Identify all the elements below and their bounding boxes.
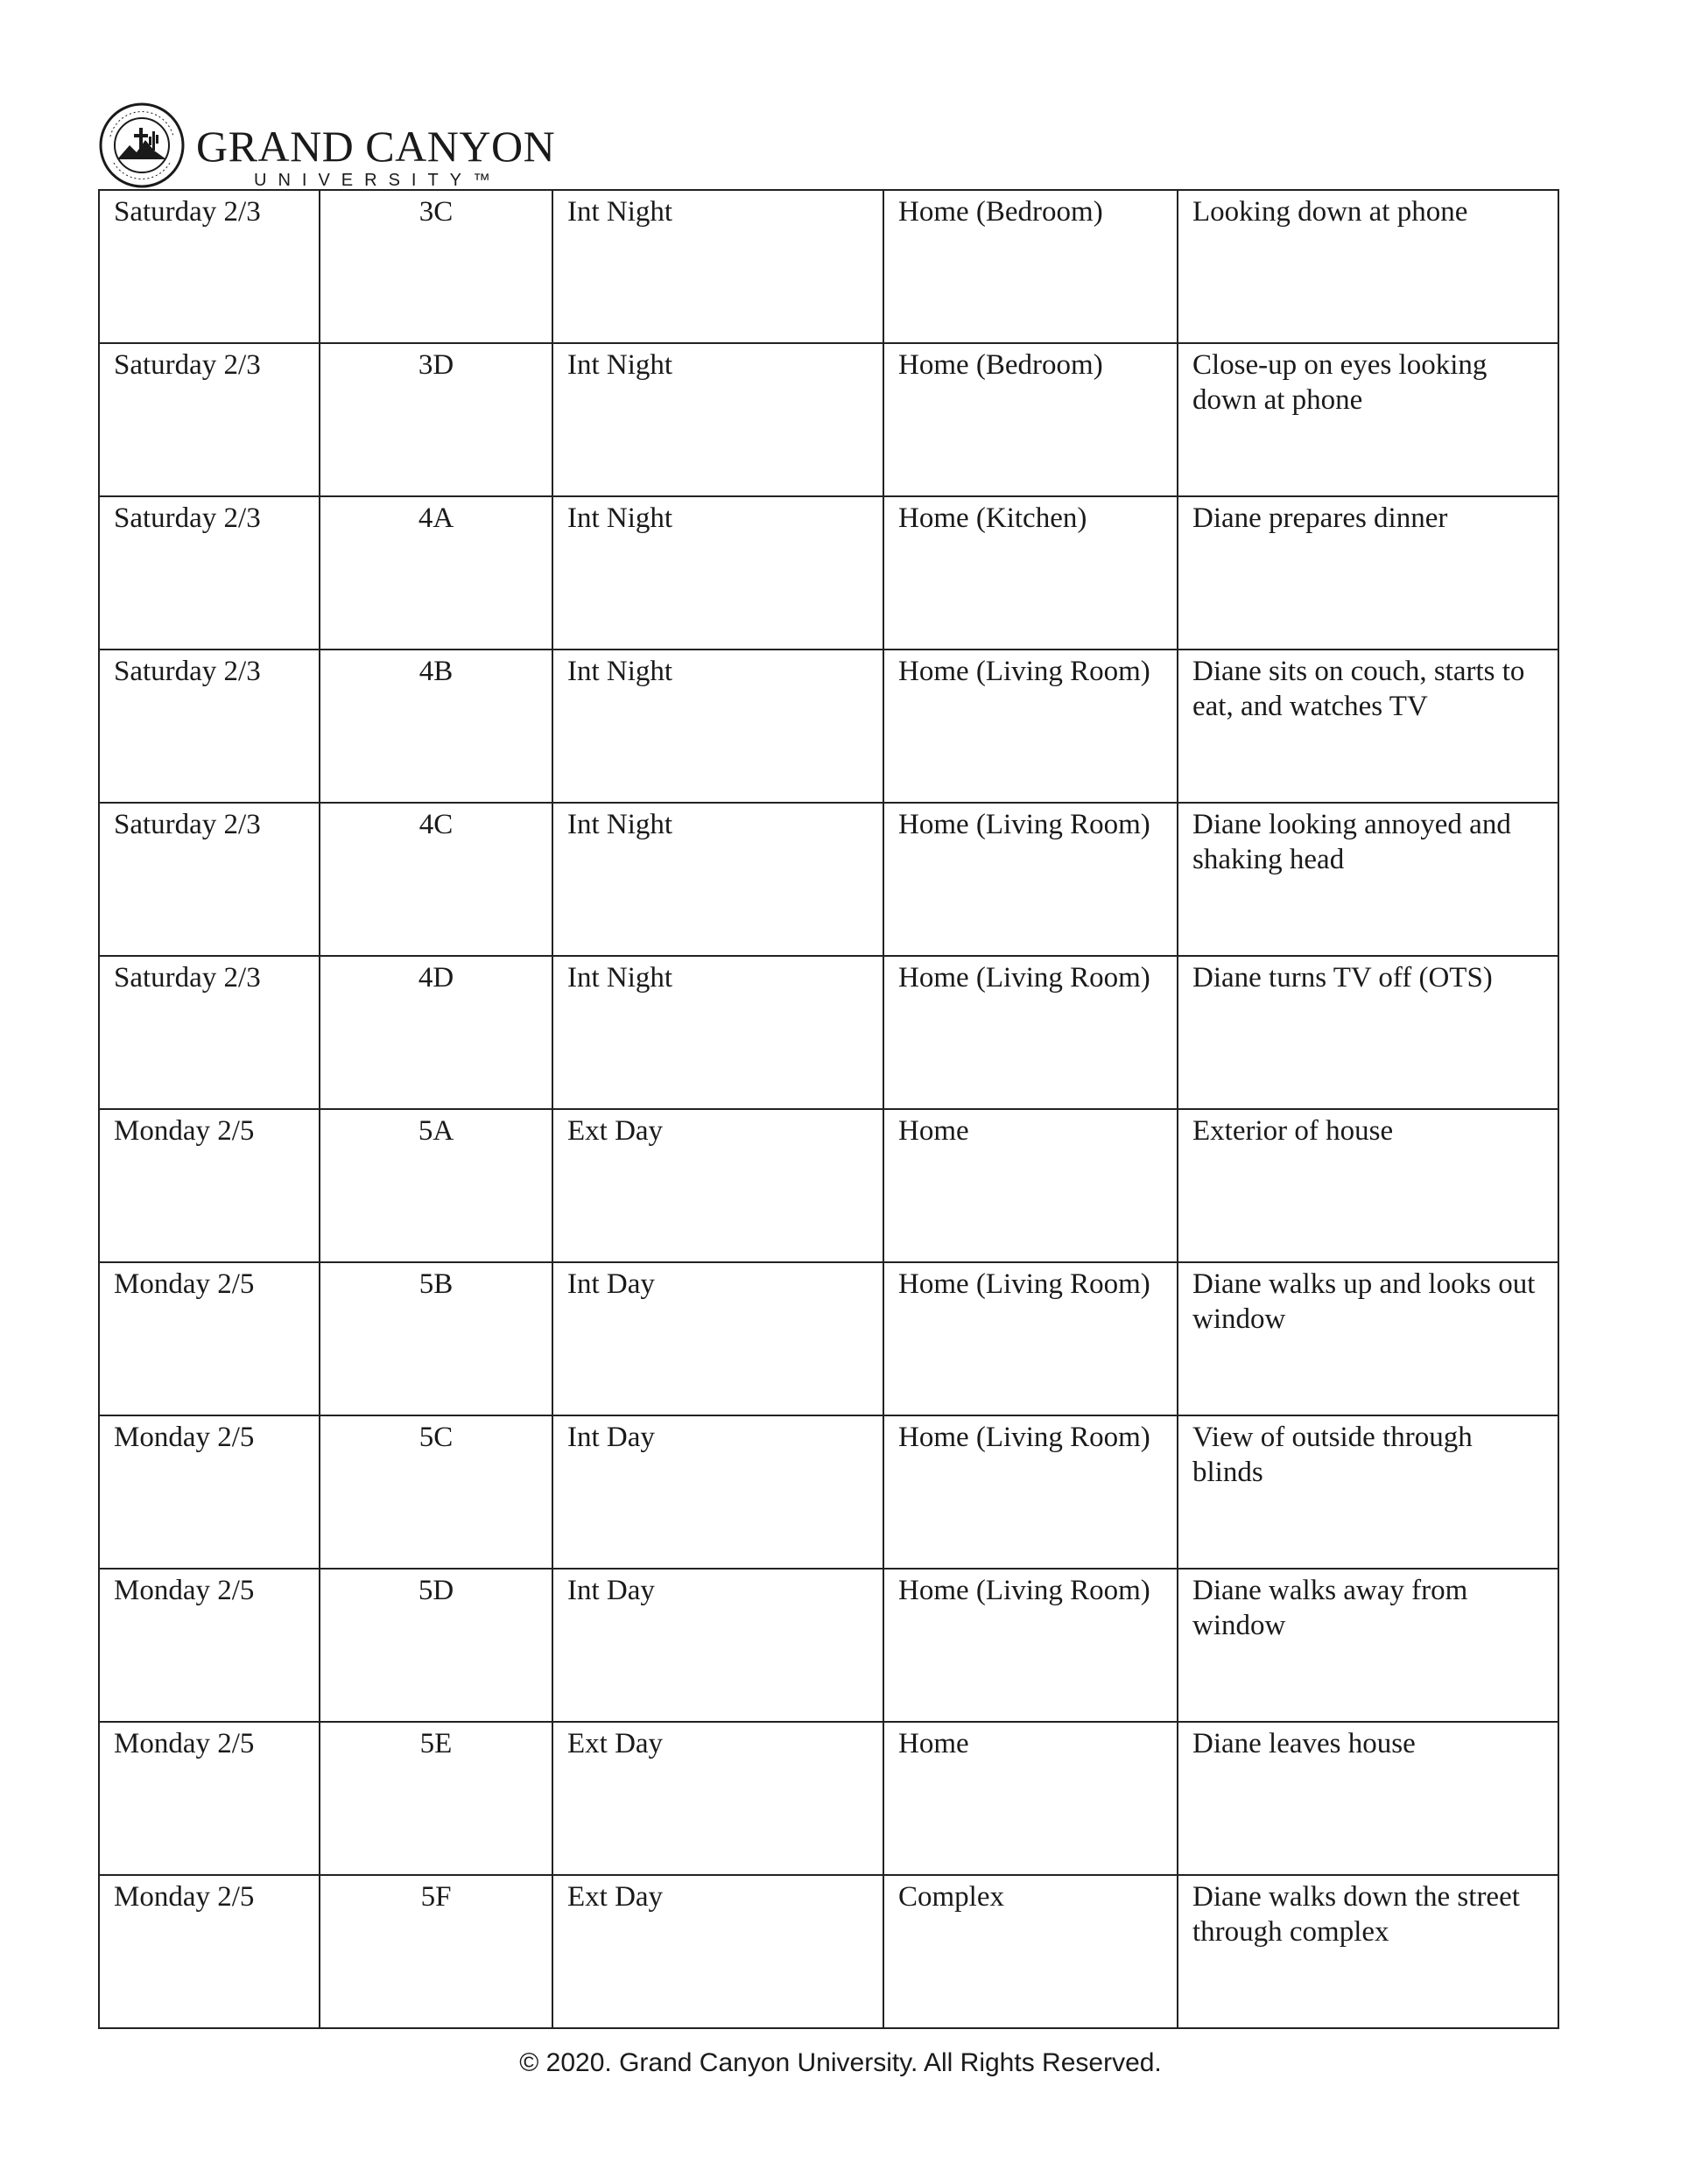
cell-location: Home (Living Room) [883,956,1178,1109]
cell-description: Exterior of house [1178,1109,1558,1262]
cell-description: Diane walks up and looks out window [1178,1262,1558,1415]
cell-shot: 5A [320,1109,552,1262]
cell-shot: 5D [320,1569,552,1722]
cell-setting: Int Day [552,1262,883,1415]
cell-location: Home [883,1109,1178,1262]
table-row [99,1262,1558,1415]
cell-location: Home (Living Room) [883,803,1178,956]
cell-location: Home (Kitchen) [883,496,1178,650]
cell-setting: Int Night [552,650,883,803]
cell-setting: Int Night [552,190,883,343]
table-row [99,803,1558,956]
university-seal-icon [98,102,186,189]
cell-location: Home [883,1722,1178,1875]
logo-wordmark: GRAND CANYON [196,122,556,171]
cell-description: Diane sits on couch, starts to eat, and watches TV [1178,650,1558,803]
cell-description: Diane walks down the street through complex [1178,1875,1558,2028]
cell-date: Monday 2/5 [99,1109,320,1262]
cell-location: Home (Living Room) [883,1262,1178,1415]
cell-shot: 5B [320,1262,552,1415]
table-row [99,1569,1558,1722]
cell-setting: Ext Day [552,1109,883,1262]
cell-date: Saturday 2/3 [99,496,320,650]
cell-description: Diane walks away from window [1178,1569,1558,1722]
cell-location: Home (Living Room) [883,1415,1178,1569]
cell-description: Diane turns TV off (OTS) [1178,956,1558,1109]
cell-description: View of outside through blinds [1178,1415,1558,1569]
table-row [99,1875,1558,2028]
cell-shot: 3C [320,190,552,343]
cell-shot: 4C [320,803,552,956]
cell-description: Diane looking annoyed and shaking head [1178,803,1558,956]
cell-location: Home (Living Room) [883,1569,1178,1722]
cell-date: Saturday 2/3 [99,956,320,1109]
cell-setting: Int Night [552,343,883,496]
table-row [99,1415,1558,1569]
cell-date: Monday 2/5 [99,1569,320,1722]
cell-shot: 4B [320,650,552,803]
cell-location: Home (Bedroom) [883,343,1178,496]
cell-description: Diane prepares dinner [1178,496,1558,650]
cell-setting: Ext Day [552,1722,883,1875]
cell-date: Saturday 2/3 [99,343,320,496]
cell-date: Monday 2/5 [99,1875,320,2028]
cell-date: Monday 2/5 [99,1415,320,1569]
cell-date: Monday 2/5 [99,1262,320,1415]
schedule-body [99,190,1558,2028]
table-row [99,1109,1558,1262]
cell-location: Complex [883,1875,1178,2028]
cell-shot: 4D [320,956,552,1109]
table-row [99,650,1558,803]
cell-date: Monday 2/5 [99,1722,320,1875]
cell-date: Saturday 2/3 [99,803,320,956]
cell-setting: Ext Day [552,1875,883,2028]
cell-location: Home (Living Room) [883,650,1178,803]
cell-shot: 5E [320,1722,552,1875]
copyright-footer: © 2020. Grand Canyon University. All Rights Reserved. [519,2048,1162,2077]
table-row [99,343,1558,496]
cell-description: Diane leaves house [1178,1722,1558,1875]
cell-location: Home (Bedroom) [883,190,1178,343]
table-row [99,190,1558,343]
cell-description: Close-up on eyes looking down at phone [1178,343,1558,496]
cell-setting: Int Day [552,1569,883,1722]
cell-setting: Int Night [552,496,883,650]
cell-setting: Int Night [552,956,883,1109]
cell-shot: 5F [320,1875,552,2028]
university-logo [98,102,556,190]
cell-shot: 3D [320,343,552,496]
table-row [99,496,1558,650]
table-row [99,956,1558,1109]
table-row [99,1722,1558,1875]
shot-schedule-table [98,189,1559,2029]
logo-subtitle: UNIVERSITY™ [254,171,503,190]
cell-description: Looking down at phone [1178,190,1558,343]
cell-date: Saturday 2/3 [99,650,320,803]
cell-setting: Int Night [552,803,883,956]
cell-shot: 4A [320,496,552,650]
cell-date: Saturday 2/3 [99,190,320,343]
cell-shot: 5C [320,1415,552,1569]
cell-setting: Int Day [552,1415,883,1569]
